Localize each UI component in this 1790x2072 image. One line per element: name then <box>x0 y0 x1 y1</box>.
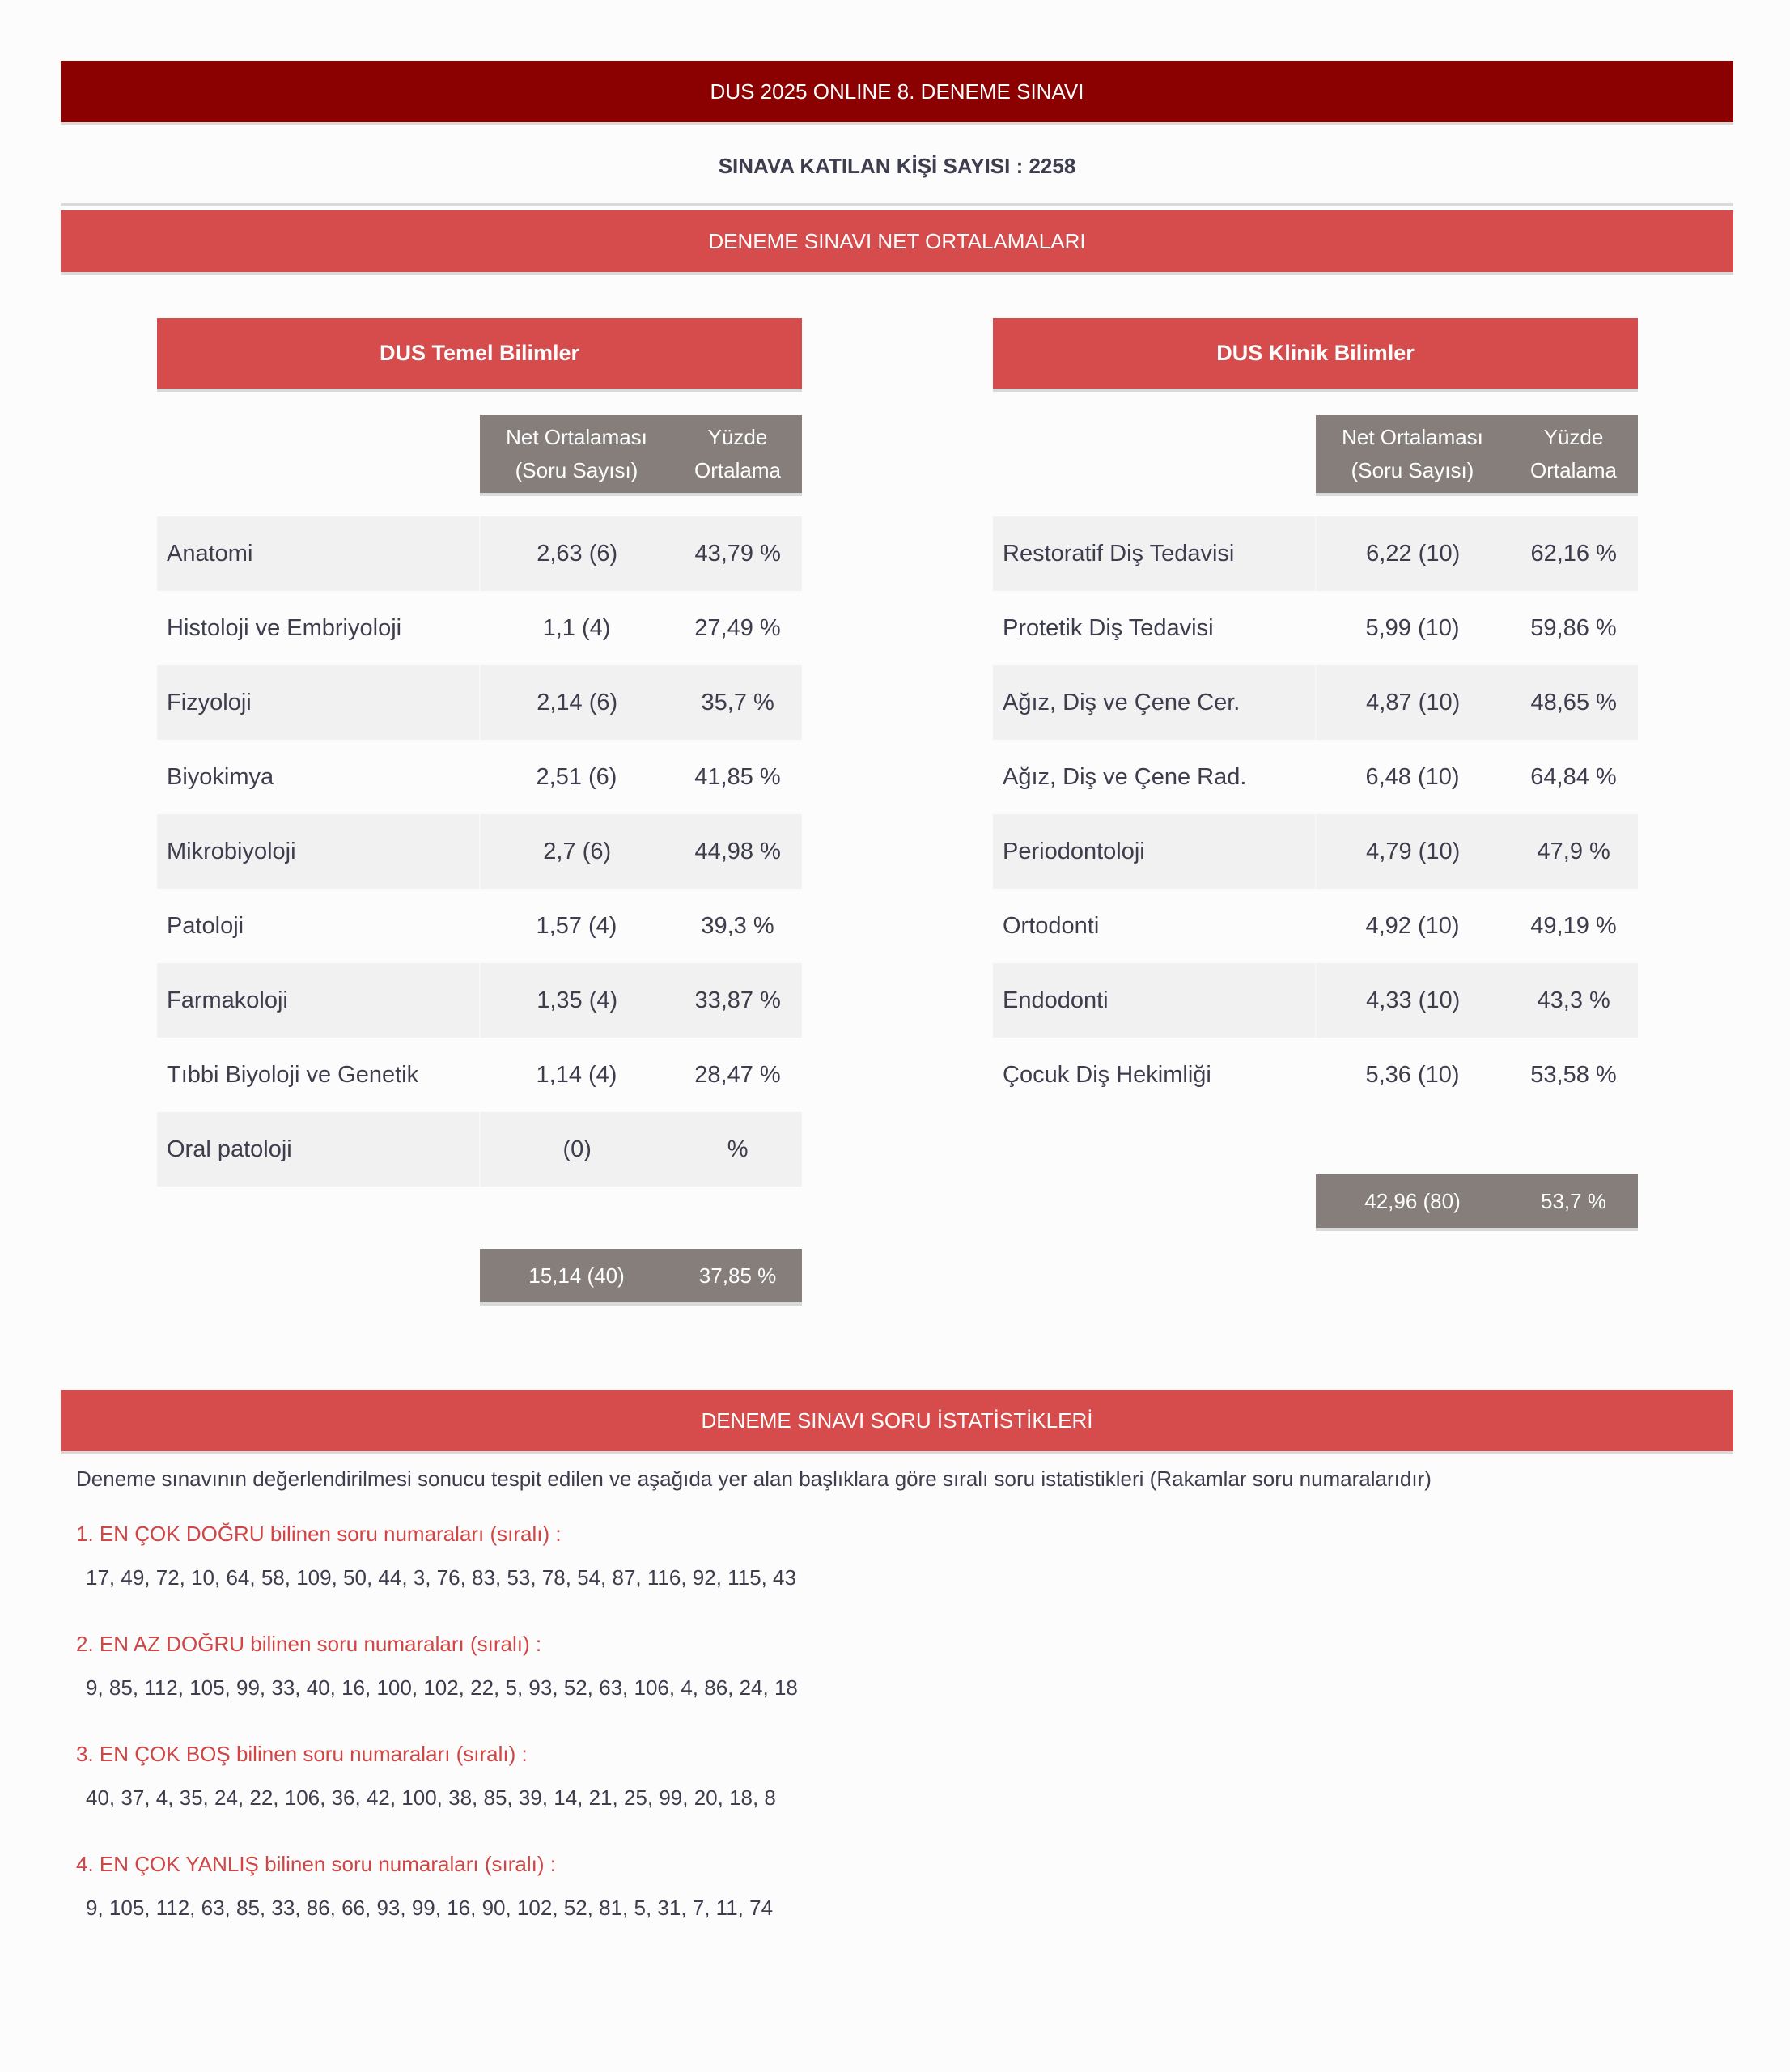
percent-value: 43,3 % <box>1537 987 1610 1013</box>
table-row <box>157 591 802 665</box>
pct-header-line1: Yüzde <box>1543 425 1604 449</box>
net-value: 6,48 (10) <box>1365 763 1460 790</box>
pct-header-line2: Ortalama <box>1530 458 1617 482</box>
most-wrong-list: 9, 105, 112, 63, 85, 33, 86, 66, 93, 99, 16, 90, 102, 52, 81, 5, 31, 7, 11, 74 <box>86 1896 774 1920</box>
net-value: 2,51 (6) <box>536 763 617 790</box>
subject-name: Çocuk Diş Hekimliği <box>1003 1061 1211 1088</box>
basic-sciences-total <box>480 1249 802 1302</box>
net-average-header <box>1316 415 1509 493</box>
table-row <box>993 1038 1638 1112</box>
table-row <box>993 516 1638 591</box>
table-row <box>157 665 802 740</box>
clinical-sciences-title: DUS Klinik Bilimler <box>993 318 1638 388</box>
net-value: 4,92 (10) <box>1365 912 1460 939</box>
question-stats-banner <box>61 1390 1733 1451</box>
percent-value: 35,7 % <box>701 689 774 715</box>
exam-title: DUS 2025 ONLINE 8. DENEME SINAVI <box>710 79 1084 104</box>
clinical-sciences-total <box>1316 1174 1638 1228</box>
percent-value: 28,47 % <box>694 1061 781 1088</box>
percent-value: 27,49 % <box>694 614 781 641</box>
subject-name: Tıbbi Biyoloji ve Genetik <box>167 1061 419 1088</box>
percent-value: 48,65 % <box>1530 689 1617 715</box>
percent-value: 39,3 % <box>701 912 774 939</box>
net-header-line1: Net Ortalaması <box>1342 425 1483 449</box>
most-wrong-title: 4. EN ÇOK YANLIŞ bilinen soru numaraları (sıralı) : <box>76 1852 556 1876</box>
percent-value: 41,85 % <box>694 763 781 790</box>
table-row <box>157 740 802 814</box>
percent-value: 47,9 % <box>1537 838 1610 864</box>
percent-value: 59,86 % <box>1530 614 1617 641</box>
net-header-line2: (Soru Sayısı) <box>515 458 638 482</box>
basic-sciences-panel <box>157 318 802 1288</box>
total-net: 42,96 (80) <box>1364 1188 1461 1213</box>
net-value: 1,1 (4) <box>542 614 611 641</box>
net-value: 5,99 (10) <box>1365 614 1460 641</box>
subject-name: Ağız, Diş ve Çene Cer. <box>1003 689 1241 715</box>
pct-header-line2: Ortalama <box>694 458 781 482</box>
percent-value: 43,79 % <box>694 540 781 567</box>
percent-value: 33,87 % <box>694 987 781 1013</box>
exam-title-banner <box>61 61 1733 122</box>
subject-name: Protetik Diş Tedavisi <box>1003 614 1214 641</box>
clinical-sciences-column-header <box>1316 415 1638 493</box>
clinical-sciences-panel <box>993 318 1638 1213</box>
percent-value: 44,98 % <box>694 838 781 864</box>
table-row <box>993 814 1638 889</box>
subject-name: Periodontoloji <box>1003 838 1145 864</box>
net-header-line1: Net Ortalaması <box>506 425 647 449</box>
percent-value: % <box>727 1136 749 1162</box>
pct-header-line1: Yüzde <box>707 425 768 449</box>
table-row <box>157 1038 802 1112</box>
net-value: 6,22 (10) <box>1315 516 1509 591</box>
percent-value: 62,16 % <box>1530 540 1617 567</box>
percent-value: 64,84 % <box>1530 763 1617 790</box>
basic-sciences-column-header <box>480 415 802 493</box>
net-average-header <box>480 415 673 493</box>
net-header-line2: (Soru Sayısı) <box>1351 458 1474 482</box>
table-row <box>157 516 802 591</box>
clinical-sciences-rows <box>993 516 1638 1112</box>
subject-name: Mikrobiyoloji <box>167 838 296 864</box>
subject-name: Biyokimya <box>167 763 274 790</box>
net-value: 4,87 (10) <box>1315 665 1509 740</box>
participant-count <box>61 130 1733 206</box>
table-row <box>993 963 1638 1038</box>
total-percent: 37,85 % <box>698 1263 777 1288</box>
basic-sciences-rows <box>157 516 802 1187</box>
table-row <box>993 889 1638 963</box>
net-value: 4,79 (10) <box>1315 814 1509 889</box>
subject-name: Restoratif Diş Tedavisi <box>1003 540 1235 567</box>
most-blank-list: 40, 37, 4, 35, 24, 22, 106, 36, 42, 100, 38, 85, 39, 14, 21, 25, 99, 20, 18, 8 <box>86 1785 776 1810</box>
total-net: 15,14 (40) <box>528 1263 625 1288</box>
percent-value: 53,58 % <box>1530 1061 1617 1088</box>
basic-sciences-title: DUS Temel Bilimler <box>157 318 802 388</box>
least-correct-list: 9, 85, 112, 105, 99, 33, 40, 16, 100, 102, 22, 5, 93, 52, 63, 106, 4, 86, 24, 18 <box>86 1675 798 1700</box>
net-value: 2,63 (6) <box>479 516 673 591</box>
question-stats-title: DENEME SINAVI SORU İSTATİSTİKLERİ <box>701 1408 1093 1433</box>
participant-count-text: SINAVA KATILAN KİŞİ SAYISI : 2258 <box>718 154 1076 178</box>
net-value: 2,14 (6) <box>479 665 673 740</box>
subject-name: Oral patoloji <box>167 1136 292 1162</box>
subject-name: Histoloji ve Embriyoloji <box>167 614 402 641</box>
table-row <box>157 963 802 1038</box>
table-row <box>157 1112 802 1187</box>
least-correct-title: 2. EN AZ DOĞRU bilinen soru numaraları (sıralı) : <box>76 1632 542 1656</box>
total-percent: 53,7 % <box>1541 1188 1606 1213</box>
table-row <box>993 740 1638 814</box>
percent-average-header <box>673 415 802 493</box>
subject-name: Endodonti <box>1003 987 1109 1013</box>
subject-name: Anatomi <box>167 540 253 567</box>
most-correct-title: 1. EN ÇOK DOĞRU bilinen soru numaraları (sıralı) : <box>76 1522 562 1546</box>
stats-intro: Deneme sınavının değerlendirilmesi sonucu tespit edilen ve aşağıda yer alan başlıklara göre sıralı soru istatistikleri (Rakamlar soru numaralarıdır) <box>76 1467 1432 1491</box>
net-value: 1,57 (4) <box>536 912 617 939</box>
most-correct-list: 17, 49, 72, 10, 64, 58, 109, 50, 44, 3, 76, 83, 53, 78, 54, 87, 116, 92, 115, 43 <box>86 1565 796 1590</box>
table-row <box>993 665 1638 740</box>
percent-value: 49,19 % <box>1530 912 1617 939</box>
net-averages-title: DENEME SINAVI NET ORTALAMALARI <box>708 228 1086 253</box>
table-row <box>157 814 802 889</box>
net-averages-banner <box>61 210 1733 272</box>
subject-name: Ağız, Diş ve Çene Rad. <box>1003 763 1247 790</box>
table-row <box>993 591 1638 665</box>
net-value: 1,14 (4) <box>536 1061 617 1088</box>
net-value: 5,36 (10) <box>1365 1061 1460 1088</box>
net-value: 4,33 (10) <box>1315 963 1509 1038</box>
most-blank-title: 3. EN ÇOK BOŞ bilinen soru numaraları (sıralı) : <box>76 1742 528 1766</box>
subject-name: Patoloji <box>167 912 244 939</box>
net-value: 2,7 (6) <box>479 814 673 889</box>
percent-average-header <box>1509 415 1638 493</box>
subject-name: Fizyoloji <box>167 689 252 715</box>
net-value: 1,35 (4) <box>479 963 673 1038</box>
subject-name: Ortodonti <box>1003 912 1100 939</box>
table-row <box>157 889 802 963</box>
subject-name: Farmakoloji <box>167 987 288 1013</box>
net-value: (0) <box>479 1112 673 1187</box>
